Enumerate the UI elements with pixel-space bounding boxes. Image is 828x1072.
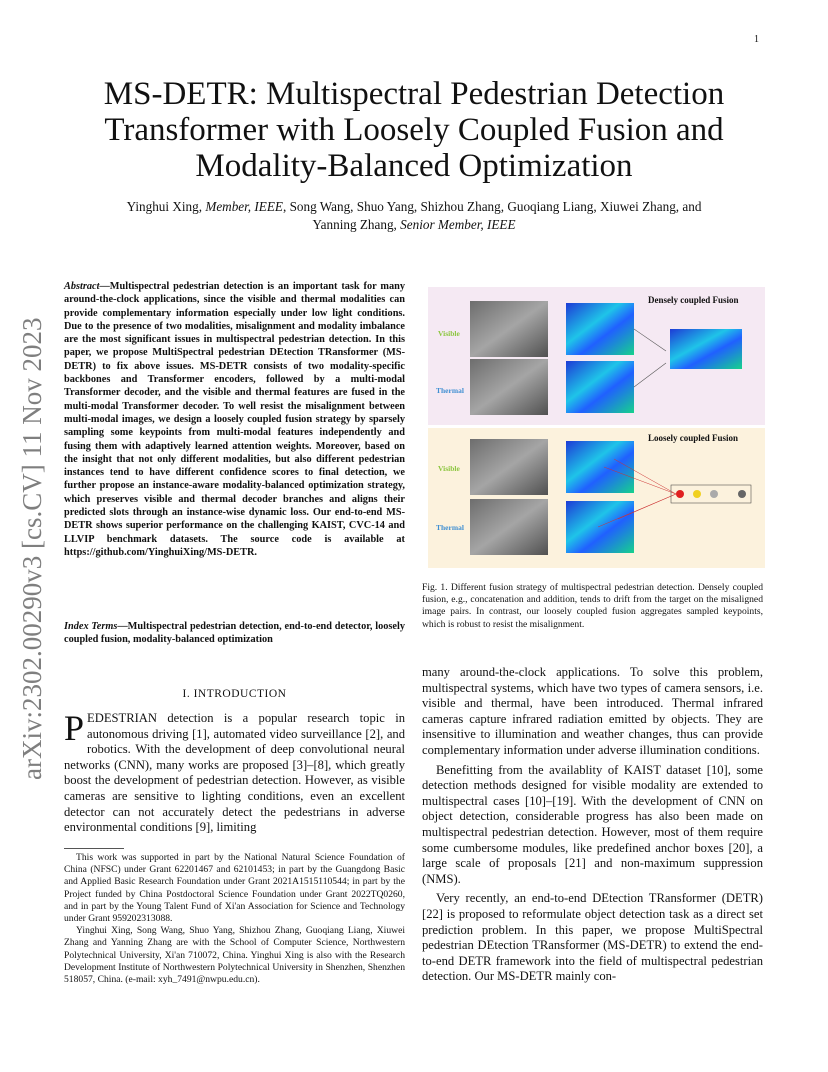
arxiv-identifier: arXiv:2302.00290v3 [cs.CV] 11 Nov 2023 bbox=[17, 317, 47, 780]
visible-label-top: Visible bbox=[438, 329, 460, 338]
dense-fusion-label: Densely coupled Fusion bbox=[648, 295, 739, 305]
loose-fusion-label: Loosely coupled Fusion bbox=[648, 433, 739, 443]
footnote-affiliation: Yinghui Xing, Song Wang, Shuo Yang, Shizhou Zhang, Guoqiang Liang, Xiuwei Zhang and Yanning Zhang are with the School of Computer Science, Northwestern Polytechnical University, Xi'an 710072, China. Yinghui Xing is also with the Research Development Institute of Northwestern Polytechnical University in Shenzhen, Shenzhen 518057, China. (e-mail: xyh_7491@nwpu.edu.cn). bbox=[64, 925, 405, 986]
authors-line1-a: Yinghui Xing, bbox=[126, 199, 206, 214]
index-terms bbox=[64, 620, 405, 647]
footnotes bbox=[64, 852, 405, 986]
right-paragraph-1: many around-the-clock applications. To solve this problem, multispectral systems, which have two types of camera sensors, i.e. visible and thermal, have been introduced. Thermal infrared cameras capture infrared radiation emitted by objects. They are insensitive to illumination and weather changes, thus can provide complementary information under adverse illumination conditions. bbox=[422, 665, 763, 757]
thermal-feature-top bbox=[566, 361, 634, 413]
author-list bbox=[60, 198, 768, 234]
visible-feature-top bbox=[566, 303, 634, 355]
visible-image-top bbox=[470, 301, 548, 357]
right-column-text bbox=[422, 665, 763, 989]
abstract bbox=[64, 280, 405, 559]
intro-text: EDESTRIAN detection is a popular research topic in autonomous driving [1], automated video surveillance [2], and robotics. With the development of deep convolutional neural networks (CNN), many works are proposed [3]–[8], which greatly boost the development of pedestrian detection. However, as visible cameras are sensitive to lighting conditions, even an excellent detector can not accurately detect the pedestrians in adverse environmental conditions [9], limiting bbox=[64, 711, 405, 835]
section-heading: I. INTRODUCTION bbox=[182, 688, 287, 700]
thermal-image-top bbox=[470, 359, 548, 415]
thermal-label-bottom: Thermal bbox=[436, 523, 464, 532]
authors-line1-c: , Song Wang, Shuo Yang, Shizhou Zhang, Guoqiang Liang, Xiuwei Zhang, and bbox=[282, 199, 702, 214]
abstract-label: Abstract bbox=[64, 281, 100, 292]
fusion-diagram bbox=[428, 287, 765, 568]
authors-line2-b: Senior Member, IEEE bbox=[400, 217, 516, 232]
authors-line2-a: Yanning Zhang, bbox=[312, 217, 401, 232]
figure-caption: Fig. 1. Different fusion strategy of multispectral pedestrian detection. Densely coupled fusion, e.g., concatenation and addition, tends to drift from the target on the misaligned image pairs. In contrast, our loosely coupled fusion aggregates sampled keypoints, which is robust to resist the misalignment. bbox=[422, 582, 763, 630]
visible-image-bottom bbox=[470, 439, 548, 495]
drop-cap: P bbox=[64, 708, 85, 748]
paper-title: MS-DETR: Multispectral Pedestrian Detection Transformer with Loosely Coupled Fusion and Modality-Balanced Optimization bbox=[103, 76, 725, 184]
abstract-text: —Multispectral pedestrian detection is an important task for many around-the-clock applications, since the visible and thermal modalities can provide complementary information especially under low light conditions. Due to the presence of two modalities, misalignment and modality imbalance are the most significant issues in multispectral pedestrian detection. In this paper, we propose MultiSpectral pedestrian DEtection TRansformer (MS-DETR) to fix above issues. MS-DETR consists of two modality-specific backbones and Transformer encoders, followed by a multi-modal Transformer decoder, and the visible and thermal features are fused in the multi-modal Transformer decoder. To well resist the misalignment between multi-modal images, we design a loosely coupled fusion strategy by sparsely sampling some keypoints from multi-modal features independently and fusing them with adaptively learned attention weights. Moreover, based on the insight that not only different modalities, but also different pedestrian instances tend to have different confidence scores to final detection, we further propose an instance-aware modality-balanced optimization strategy, which preserves visible and thermal decoder branches and aligns their predicted slots through an instance-wise dynamic loss. Our end-to-end MS-DETR shows superior performance on the challenging KAIST, CVC-14 and LLVIP benchmark datasets. The source code is available at https://github.com/YinghuiXing/MS-DETR. bbox=[64, 281, 405, 558]
thermal-label-top: Thermal bbox=[436, 386, 464, 395]
authors-line1-b: Member, IEEE bbox=[205, 199, 283, 214]
figure-1 bbox=[428, 287, 765, 568]
thermal-image-bottom bbox=[470, 499, 548, 555]
index-terms-label: Index Terms bbox=[64, 621, 118, 632]
page-number: 1 bbox=[754, 34, 759, 45]
thermal-feature-bottom bbox=[566, 501, 634, 553]
footnote-funding: This work was supported in part by the National Natural Science Foundation of China (NFSC) under Grant 62201467 and 62101453; in part by the Guangdong Basic and Applied Basic Research Foundation under Grant 2021A1515110544; in part by the Project funded by China Postdoctoral Science Foundation under Grant 2022TQ0260, and in part by the Young Talent Fund of Xi'an Association for Science and Technology under Grant 959202313088. bbox=[64, 852, 405, 925]
right-paragraph-2: Benefitting from the availablity of KAIST dataset [10], some detection methods designed for visible modality are extended to multispectral cases [10]–[19]. With the development of CNN on object detection, considerable progress has also been made on multispectral pedestrian detection. However, most of them require some cumbersome modules, like predefined anchor boxes [20], a large scale of proposals [21] and non-maximum suppression (NMS). bbox=[422, 762, 763, 886]
footnote-rule bbox=[64, 848, 124, 849]
visible-label-bottom: Visible bbox=[438, 464, 460, 473]
intro-paragraph bbox=[64, 708, 405, 836]
visible-feature-bottom bbox=[566, 441, 634, 493]
right-paragraph-3: Very recently, an end-to-end DEtection TRansformer (DETR) [22] is proposed to reformulate object detection task as a direct set prediction problem. In this paper, we propose MultiSpectral pedestrian DEtection TRansformer (MS-DETR) to extend the end-to-end DETR framework into the field of multispectral pedestrian detection. Our MS-DETR mainly con- bbox=[422, 891, 763, 984]
index-terms-text: —Multispectral pedestrian detection, end-to-end detector, loosely coupled fusion, modality-balanced optimization bbox=[64, 621, 405, 646]
fused-feature bbox=[670, 329, 742, 369]
